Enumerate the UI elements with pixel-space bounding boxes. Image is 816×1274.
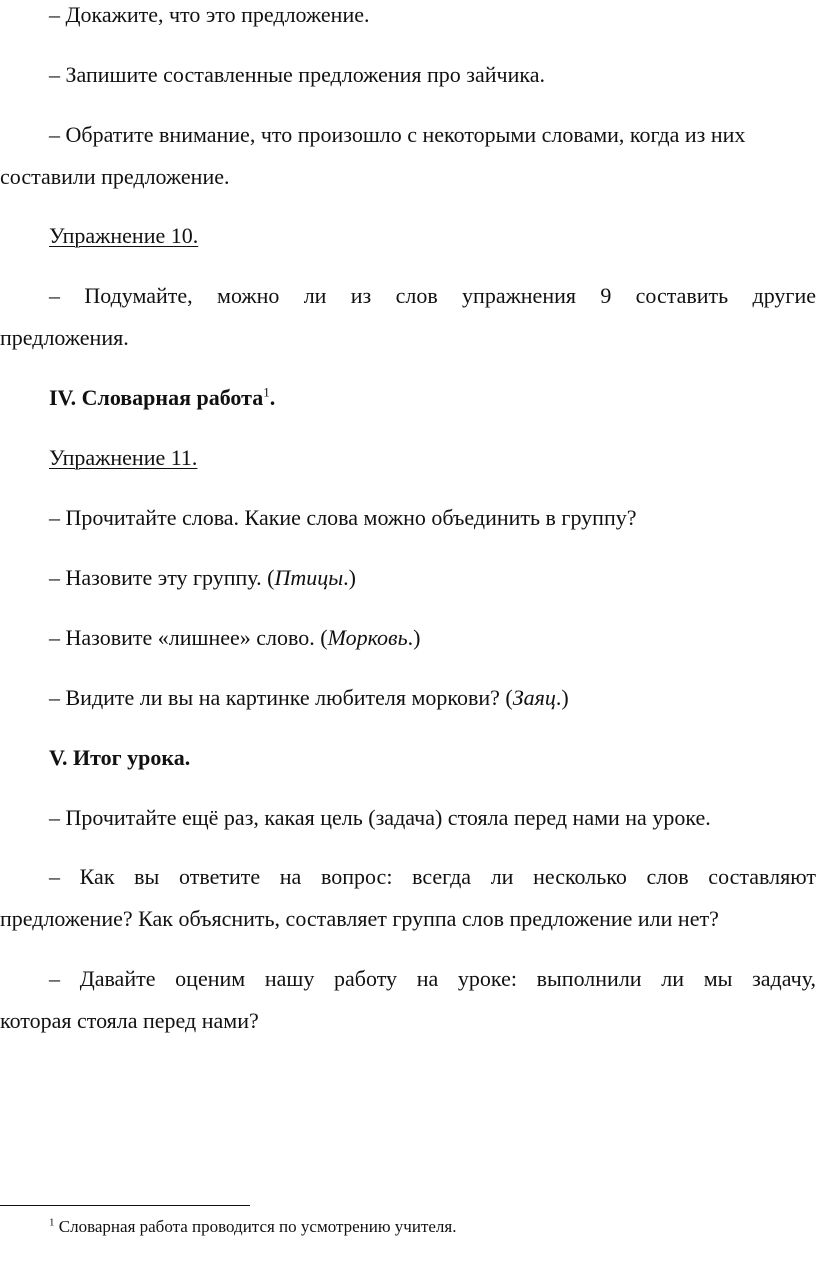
paragraph-prove-sentence: – Докажите, что это предложение. [49,2,370,27]
paragraph-odd-word [49,625,816,651]
name-group-answer: Птицы [274,565,344,590]
paragraph-question-line2: предложение? Как объяснить, составляет группа слов предложение или нет? [0,906,719,931]
name-group-question: – Назовите эту группу. ( [49,565,275,590]
paragraph-read-words: – Прочитайте слова. Какие слова можно объединить в группу? [49,505,637,530]
paragraph-carrot-lover [49,685,816,711]
section-iv-heading [49,385,816,411]
odd-word-close: .) [407,625,421,650]
footnote [49,1217,456,1237]
paragraph-evaluate-line2: которая стояла перед нами? [0,1008,259,1033]
paragraph-goal: – Прочитайте ещё раз, какая цель (задача) стояла перед нами на уроке. [49,805,711,830]
exercise-11-heading [49,445,816,471]
paragraph-attention-line1: – Обратите внимание, что произошло с некоторыми словами, когда из них [49,122,746,147]
exercise-10-label: Упражнение 10. [49,223,199,248]
footnote-marker: 1 [49,1216,55,1229]
section-v-heading: V. Итог урока. [49,745,191,770]
section-iv-dot: . [269,385,276,410]
paragraph-attention-line2: составили предложение. [0,164,230,189]
exercise-10-heading [49,223,816,249]
exercise-11-label: Упражнение 11. [49,445,198,470]
footnote-text: Словарная работа проводится по усмотрению учителя. [54,1217,457,1236]
odd-word-answer: Морковь [327,625,408,650]
paragraph-think-line2: предложения. [0,325,129,350]
footnote-reference: 1 [263,384,270,400]
footnote-separator [0,1205,250,1206]
section-iv-title: IV. Словарная работа [49,385,264,410]
odd-word-question: – Назовите «лишнее» слово. ( [49,625,328,650]
paragraph-evaluate-line1: – Давайте оценим нашу работу на уроке: выполнили ли мы задачу, [49,966,816,991]
paragraph-name-group [49,565,816,591]
carrot-lover-close: .) [555,685,569,710]
paragraph-question-line1: – Как вы ответите на вопрос: всегда ли несколько слов составляют [49,864,816,889]
name-group-close: .) [343,565,356,590]
paragraph-think-line1: – Подумайте, можно ли из слов упражнения 9 составить другие [49,283,816,308]
carrot-lover-question: – Видите ли вы на картинке любителя моркови? ( [49,685,513,710]
carrot-lover-answer: Заяц [512,685,556,710]
paragraph-write-sentences: – Запишите составленные предложения про зайчика. [49,62,545,87]
